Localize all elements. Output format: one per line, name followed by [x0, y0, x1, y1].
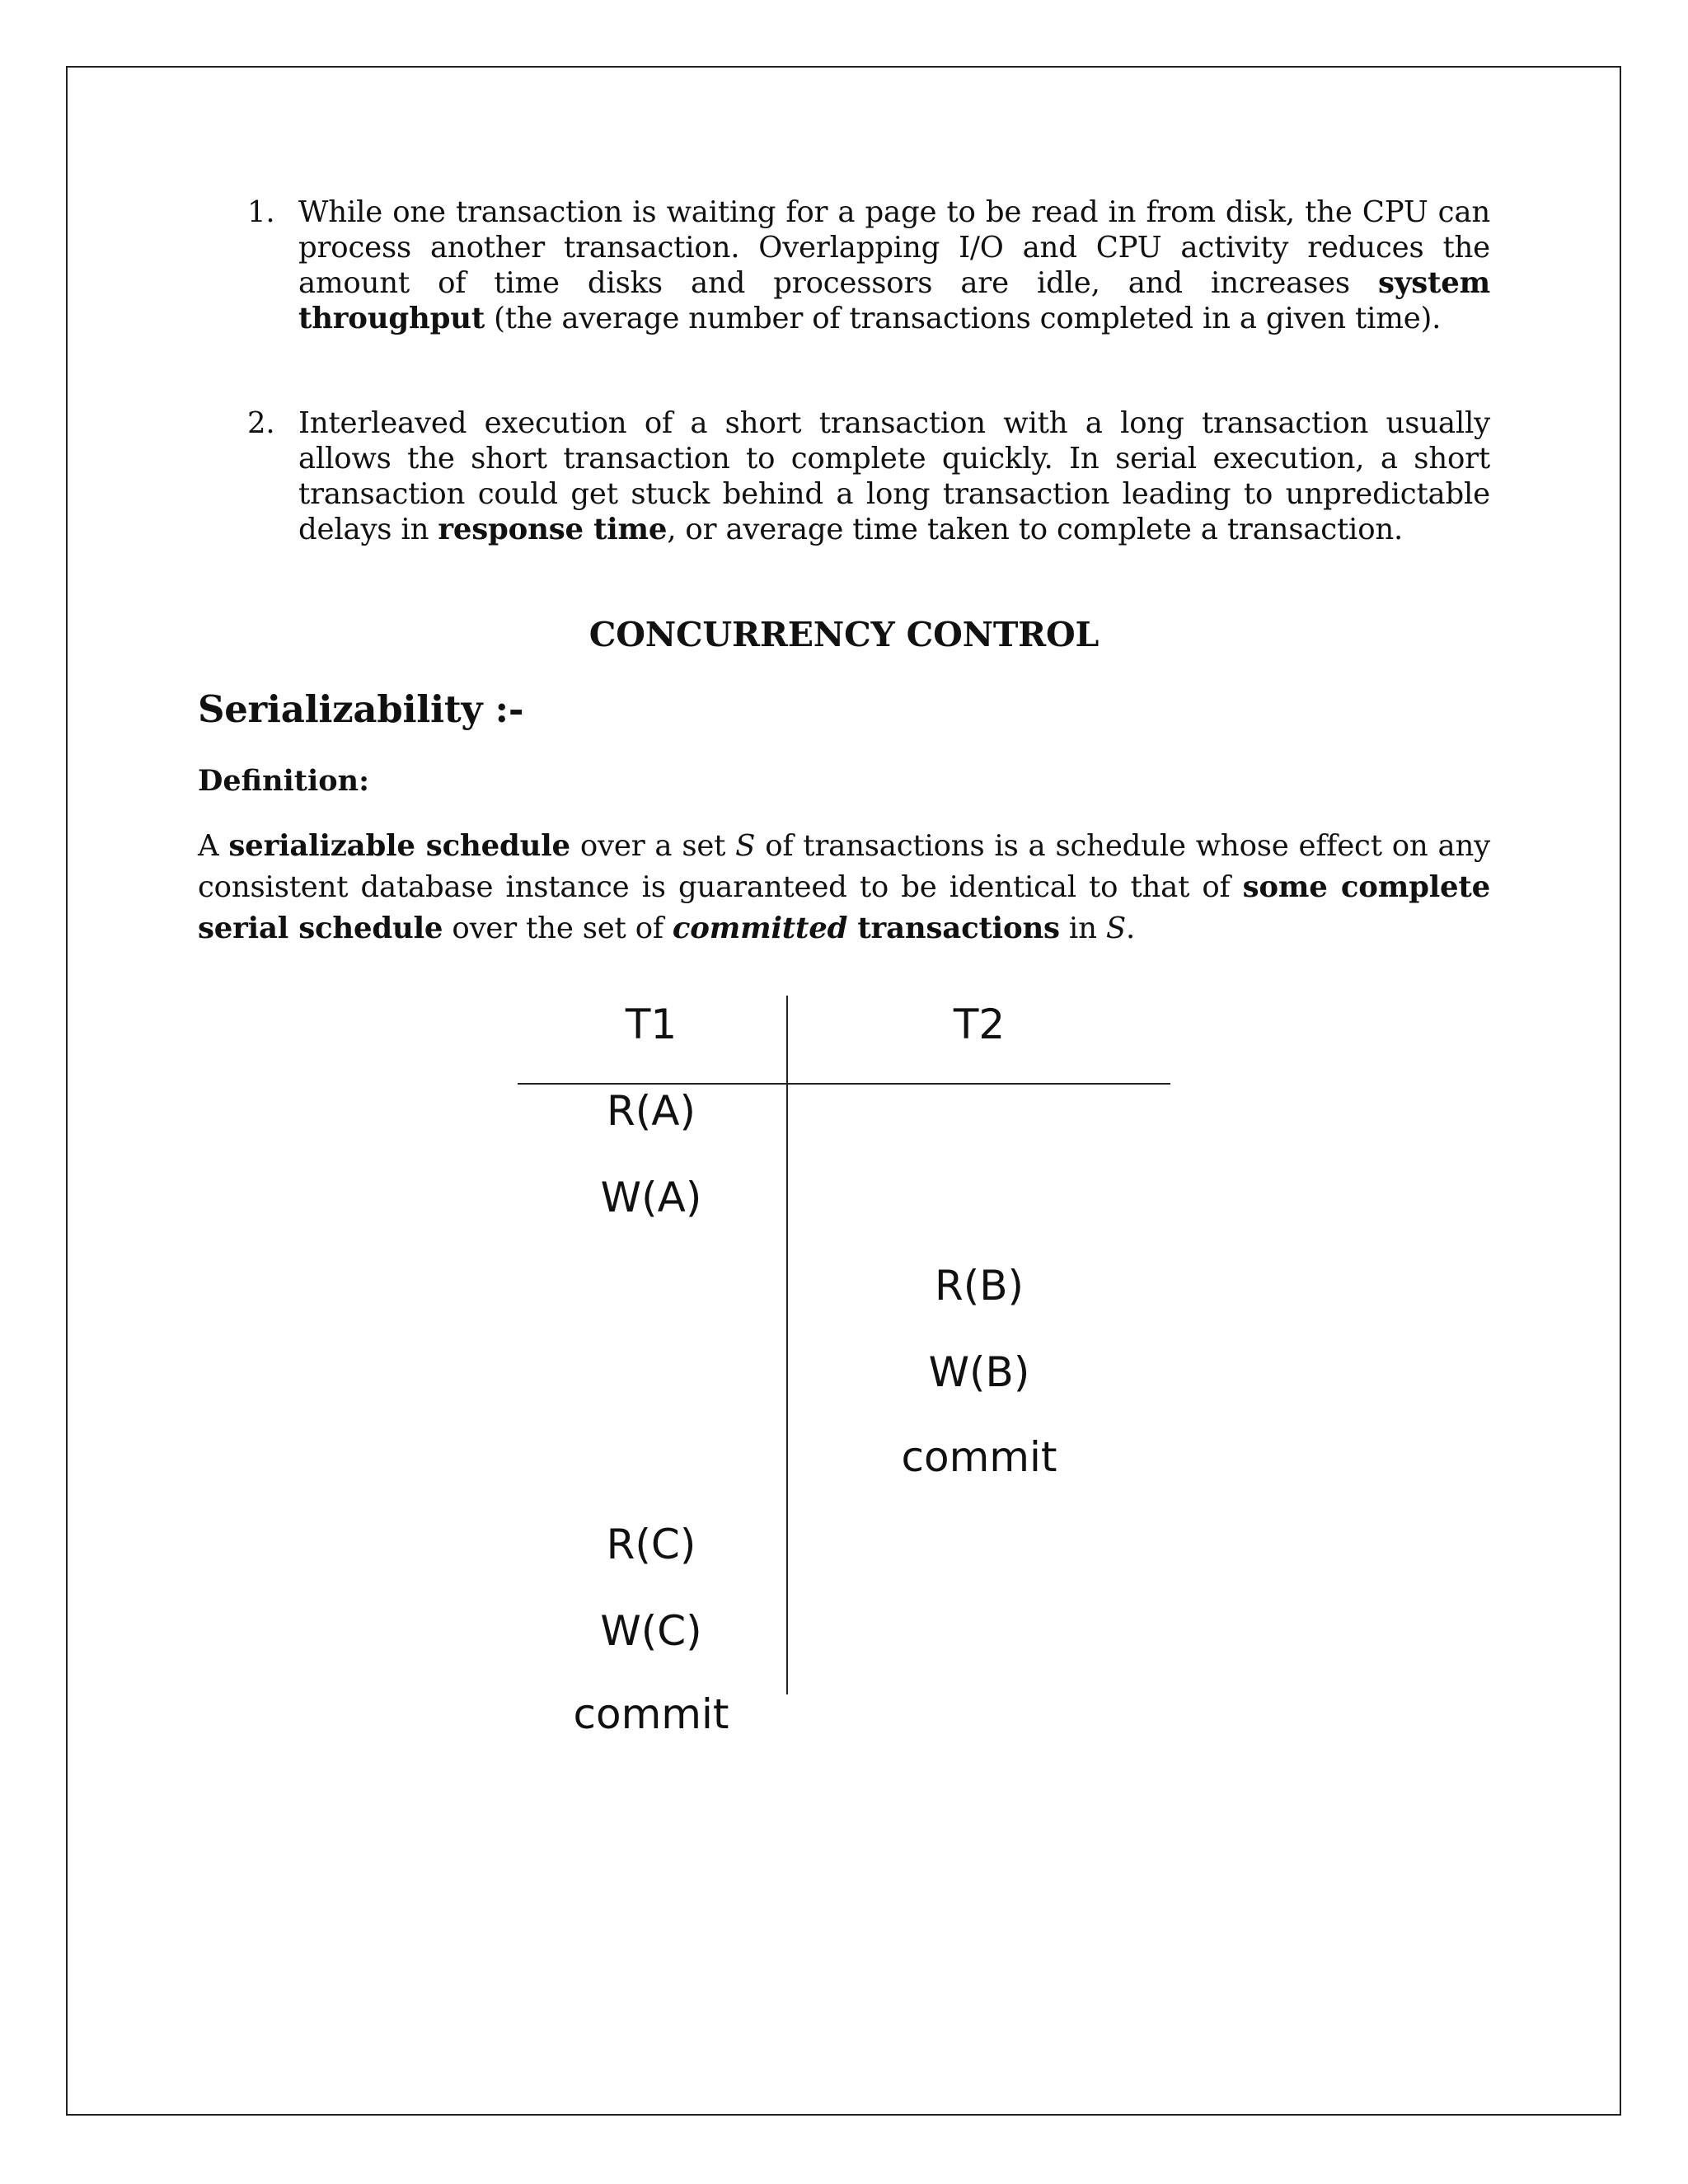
- definition-paragraph: [198, 826, 1490, 949]
- sub-title: Serializability :-: [198, 687, 524, 731]
- list-item: [198, 405, 1490, 547]
- bold-term: transactions: [847, 912, 1060, 945]
- section-title: CONCURRENCY CONTROL: [588, 615, 1100, 654]
- text-segment: A: [198, 829, 229, 863]
- italic-symbol: S: [735, 829, 756, 863]
- schedule-op: R(C): [606, 1521, 696, 1568]
- list-item: [198, 194, 1490, 336]
- definition-label: Definition:: [198, 764, 369, 798]
- header-t1: T1: [625, 1001, 678, 1048]
- header-t2: T2: [953, 1001, 1006, 1048]
- text-segment: Interleaved execution of a short transaction with a long transaction usually allows the short transaction to complete quickly. In serial execution, a short transaction could get stuck behind a long transaction leading to unpredictable delays in: [298, 406, 1490, 546]
- list-item-text: [298, 405, 1490, 547]
- text-segment: over a set: [570, 829, 736, 863]
- bold-italic-term: committed: [672, 912, 848, 945]
- document-content: [198, 194, 1490, 949]
- text-segment: of transactions is a schedule whose effect on any consistent database instance is guaranteed to be identical to that of: [198, 829, 1490, 904]
- schedule-op: W(A): [600, 1174, 702, 1221]
- text-segment: over the set of: [443, 912, 673, 945]
- bold-term: serializable schedule: [228, 829, 570, 863]
- text-segment: in: [1059, 912, 1106, 945]
- schedule-table: [518, 996, 1170, 1754]
- schedule-op: W(C): [600, 1607, 702, 1655]
- bold-term-response-time: response time: [438, 513, 668, 546]
- text-segment: (the average number of transactions completed in a given time).: [485, 302, 1442, 335]
- bold-term: some complete serial schedule: [198, 870, 1490, 945]
- list-item-text: [298, 194, 1490, 336]
- list-item-number: 1.: [247, 195, 275, 229]
- list-item-number: 2.: [247, 406, 275, 440]
- text-segment: .: [1125, 912, 1136, 945]
- text-segment: , or average time taken to complete a transaction.: [667, 513, 1404, 546]
- schedule-op: R(B): [934, 1262, 1025, 1310]
- bold-term-system-throughput: system throughput: [298, 266, 1490, 335]
- schedule-op: W(B): [928, 1348, 1030, 1396]
- header-divider: [518, 1083, 1170, 1085]
- schedule-op: commit: [901, 1433, 1057, 1481]
- column-divider: [786, 996, 788, 1694]
- schedule-op: commit: [573, 1690, 729, 1738]
- italic-symbol: S: [1105, 912, 1126, 945]
- schedule-op: R(A): [607, 1087, 696, 1135]
- text-segment: While one transaction is waiting for a page to be read in from disk, the CPU can process another transaction. Overlapping I/O and CPU activity reduces the amount of time disks and processors are idle, and increases: [298, 195, 1490, 300]
